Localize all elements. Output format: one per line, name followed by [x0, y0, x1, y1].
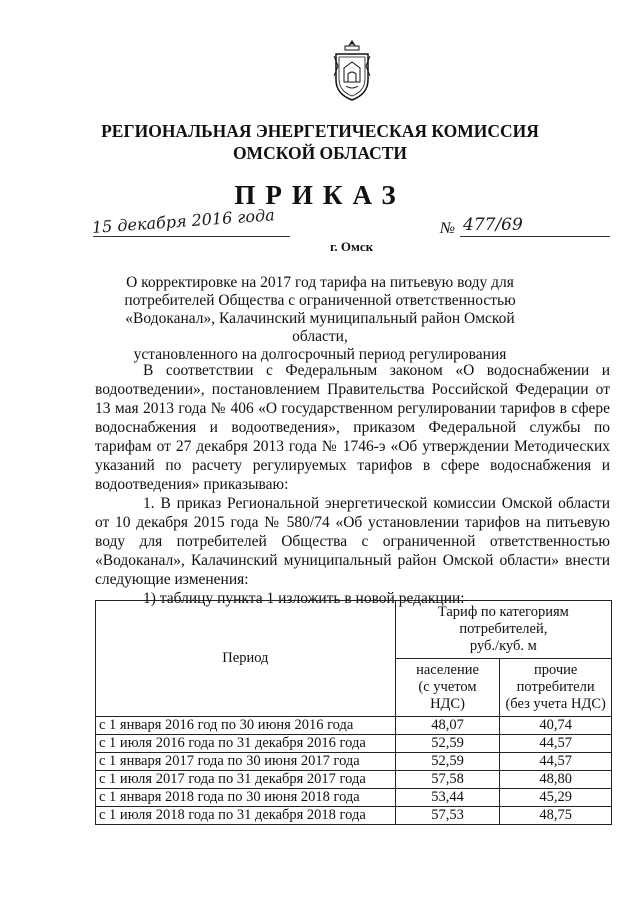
- other-cell: 44,57: [500, 735, 612, 753]
- other-cell: 44,57: [500, 753, 612, 771]
- period-cell: с 1 июля 2016 года по 31 декабря 2016 года: [96, 735, 396, 753]
- organization-name-line2: ОМСКОЙ ОБЛАСТИ: [232, 143, 408, 163]
- subject-line: О корректировке на 2017 год тарифа на питьевую воду для: [126, 274, 514, 291]
- period-cell: с 1 января 2017 года по 30 июня 2017 года: [96, 753, 396, 771]
- order-subject: [110, 274, 530, 364]
- table-row: [96, 735, 612, 753]
- subject-line: потребителей Общества с ограниченной ответственностью: [124, 292, 516, 309]
- table-row: [96, 771, 612, 789]
- period-cell: с 1 января 2016 год по 30 июня 2016 года: [96, 717, 396, 735]
- table-row: [96, 789, 612, 807]
- population-cell: 57,53: [395, 807, 500, 825]
- population-cell: 57,58: [395, 771, 500, 789]
- date-underline: [93, 236, 290, 237]
- subject-line: «Водоканал», Калачинский муниципальный район Омской области,: [125, 310, 515, 345]
- other-cell: 48,75: [500, 807, 612, 825]
- handwritten-date: 15 декабря 2016 года: [91, 205, 276, 237]
- period-cell: с 1 января 2018 года по 30 июня 2018 года: [96, 789, 396, 807]
- other-cell: 40,74: [500, 717, 612, 735]
- other-cell: 48,80: [500, 771, 612, 789]
- header-population: население (с учетом НДС): [395, 659, 500, 717]
- preamble-paragraph: В соответствии с Федеральным законом «О водоснабжении и водоотведении», постановлением Правительства Российской Федерации от 13 мая 2013 года № 406 «О государственном регулировании тарифов в сфере водоснабжения и водоотведения», приказом Федеральной службы по тарифам от 27 декабря 2013 года № 1746-э «Об утверждении Методических указаний по расчету регулируемых тарифов в сфере водоснабжения и водоотведения» приказываю:: [95, 362, 610, 493]
- population-cell: 52,59: [395, 753, 500, 771]
- item-1-paragraph: 1. В приказ Региональной энергетической комиссии Омской области от 10 декабря 2015 года № 580/74 «Об установлении тарифов на питьевую воду для потребителей Общества с ограниченной ответственностью «Водоканал», Калачинский муниципальный район Омской области» внести следующие изменения:: [95, 495, 610, 588]
- order-body: [95, 361, 610, 608]
- subject-line: установленного на долгосрочный период регулирования: [133, 346, 507, 363]
- population-cell: 52,59: [395, 735, 500, 753]
- document-type-title: ПРИКАЗ: [234, 180, 406, 210]
- header-other-consumers: прочие потребители (без учета НДС): [500, 659, 612, 717]
- table-row: [96, 717, 612, 735]
- population-cell: 48,07: [395, 717, 500, 735]
- tariff-table: [95, 600, 612, 825]
- city-label: г. Омск: [330, 239, 374, 254]
- organization-name-line1: РЕГИОНАЛЬНАЯ ЭНЕРГЕТИЧЕСКАЯ КОМИССИЯ: [101, 121, 539, 141]
- number-underline: [460, 236, 610, 237]
- item-1-1-paragraph: 1) таблицу пункта 1 изложить в новой редакции:: [143, 590, 465, 607]
- handwritten-number: 477/69: [463, 215, 523, 235]
- period-cell: с 1 июля 2018 года по 31 декабря 2018 года: [96, 807, 396, 825]
- coat-of-arms-emblem: [330, 38, 374, 102]
- period-cell: с 1 июля 2017 года по 31 декабря 2017 года: [96, 771, 396, 789]
- header-period: Период: [96, 601, 396, 717]
- other-cell: 45,29: [500, 789, 612, 807]
- header-tariff: Тариф по категориям потребителей, руб./куб. м: [395, 601, 611, 659]
- table-row: [96, 807, 612, 825]
- population-cell: 53,44: [395, 789, 500, 807]
- number-sign: №: [440, 220, 456, 237]
- table-row: [96, 753, 612, 771]
